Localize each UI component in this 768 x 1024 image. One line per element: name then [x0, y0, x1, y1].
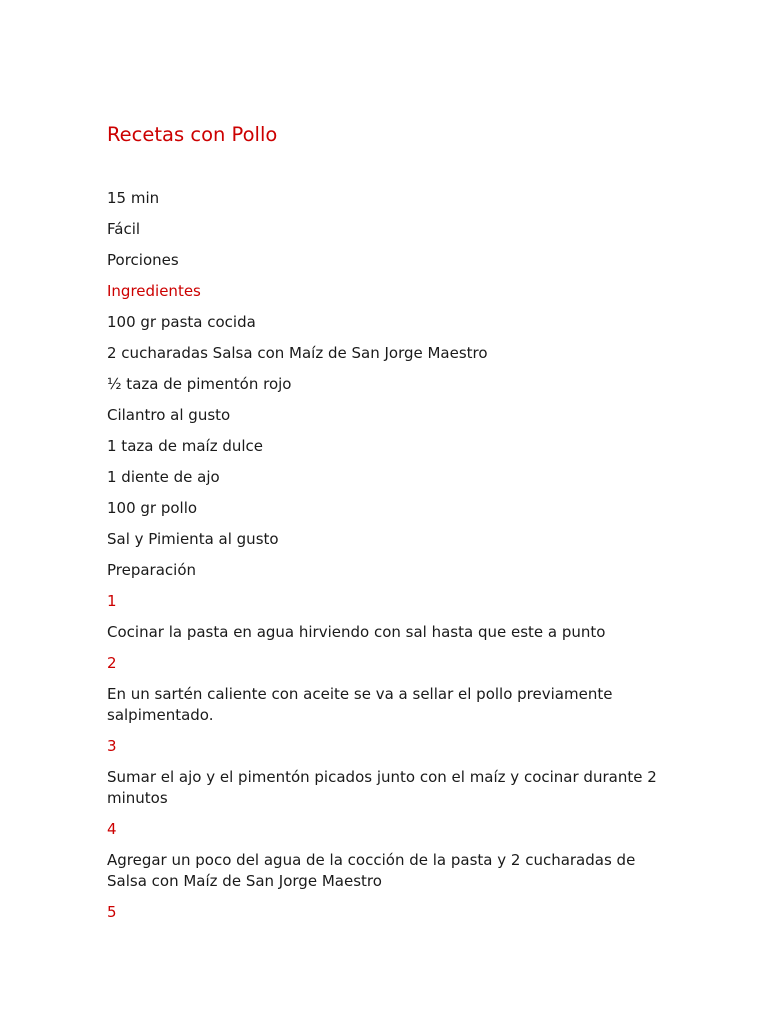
step-number: 1	[107, 592, 117, 610]
ingredient-item: ½ taza de pimentón rojo	[107, 375, 292, 393]
step-text: Agregar un poco del agua de la cocción de la pasta y 2 cucharadas de Salsa con Maíz de San Jorge Maestro	[107, 851, 636, 890]
prep-time: 15 min	[107, 189, 160, 207]
ingredient-item: Cilantro al gusto	[107, 406, 231, 424]
difficulty: Fácil	[107, 220, 141, 238]
step-text: En un sartén caliente con aceite se va a sellar el pollo previamente salpimentado.	[107, 685, 613, 724]
step-number: 5	[107, 903, 117, 921]
ingredient-item: Sal y Pimienta al gusto	[107, 530, 279, 548]
page-title: Recetas con Pollo	[107, 123, 278, 146]
portions-label: Porciones	[107, 251, 179, 269]
ingredient-item: 100 gr pollo	[107, 499, 198, 517]
preparation-heading: Preparación	[107, 561, 197, 579]
ingredient-item: 1 taza de maíz dulce	[107, 437, 264, 455]
ingredient-item: 100 gr pasta cocida	[107, 313, 256, 331]
ingredients-heading: Ingredientes	[107, 282, 201, 300]
step-text: Sumar el ajo y el pimentón picados junto con el maíz y cocinar durante 2 minutos	[107, 768, 657, 807]
step-number: 3	[107, 737, 117, 755]
ingredient-item: 2 cucharadas Salsa con Maíz de San Jorge Maestro	[107, 344, 488, 362]
step-text: Cocinar la pasta en agua hirviendo con sal hasta que este a punto	[107, 623, 606, 641]
recipe-body	[107, 188, 687, 933]
step-number: 2	[107, 654, 117, 672]
ingredient-item: 1 diente de ajo	[107, 468, 220, 486]
step-number: 4	[107, 820, 117, 838]
